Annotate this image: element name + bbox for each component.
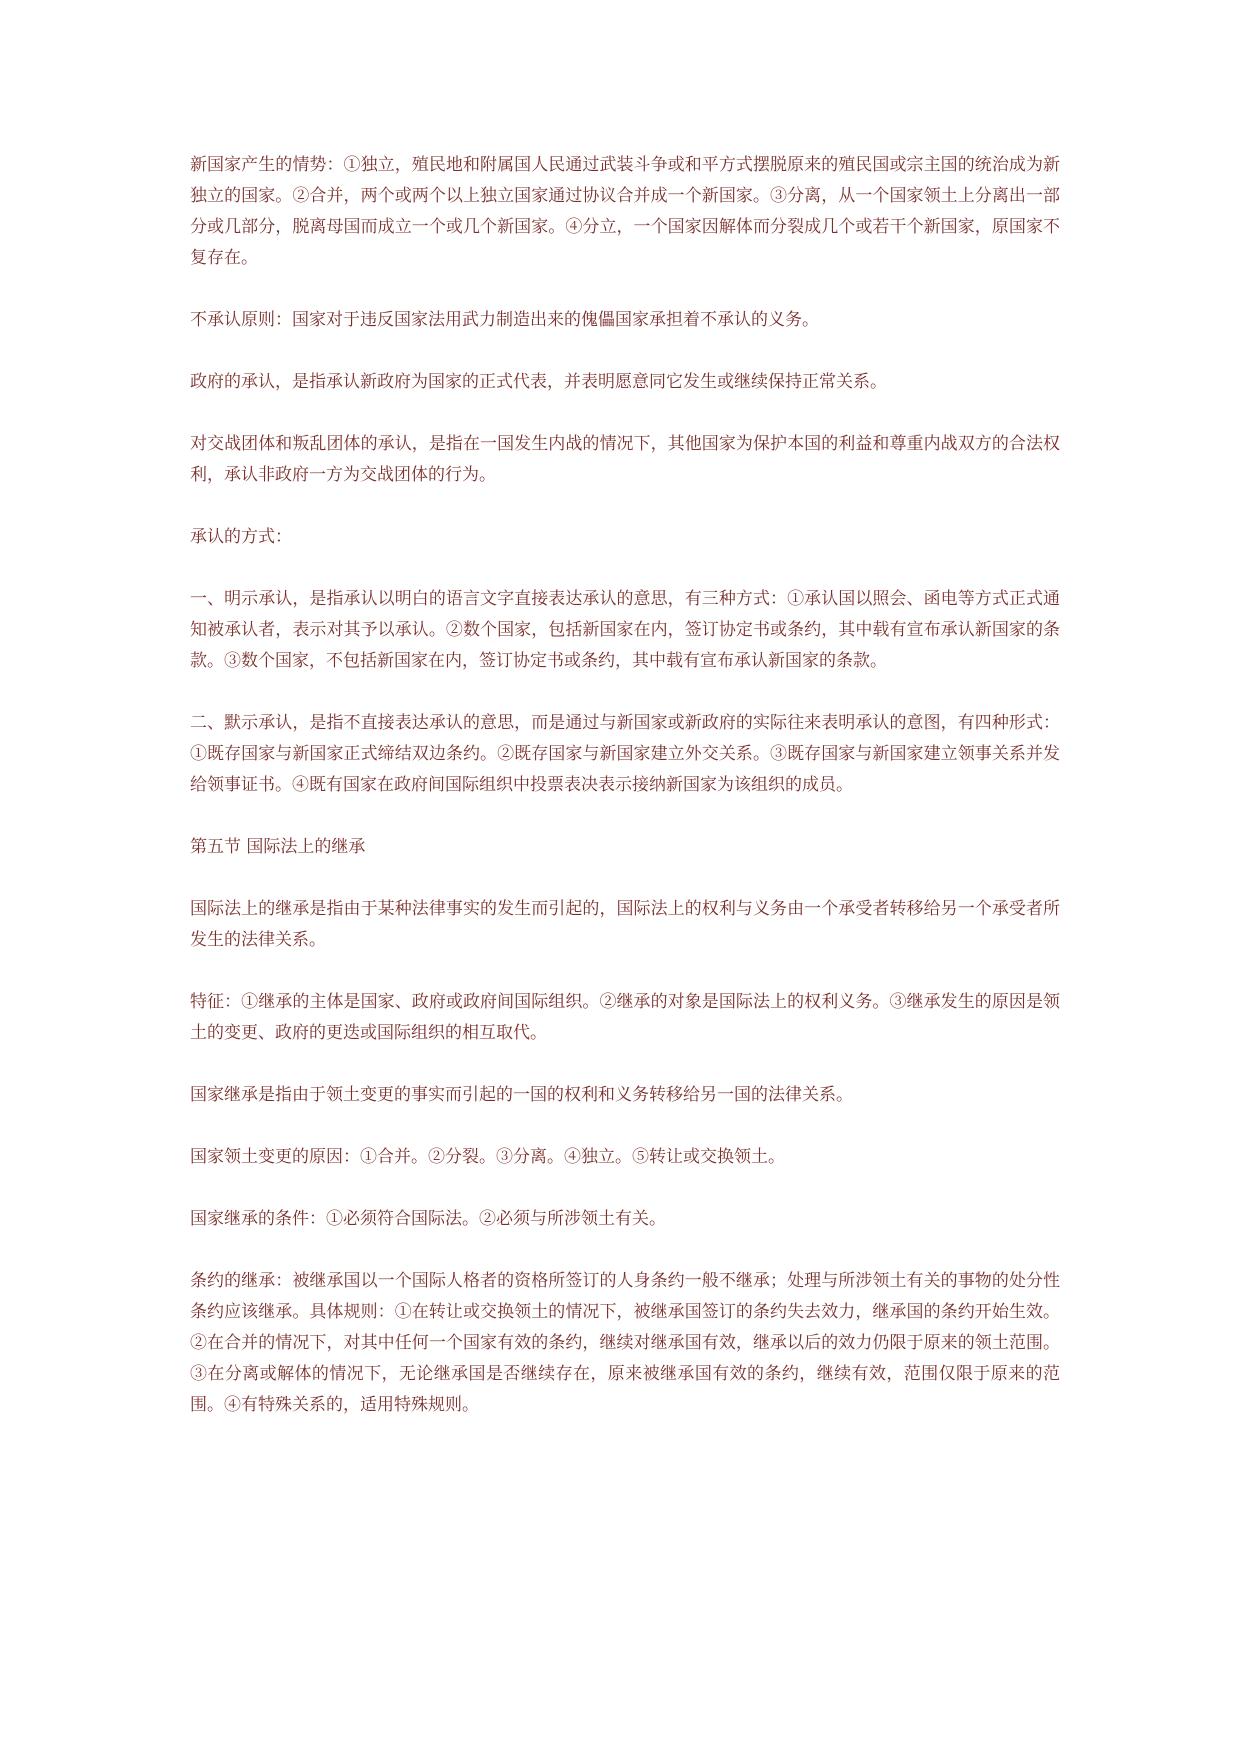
paragraph-implied-recognition: 二、默示承认，是指不直接表达承认的意思，而是通过与新国家或新政府的实际往来表明承认的意图，有四种形式：①既存国家与新国家正式缔结双边条约。②既存国家与新国家建立外交关系。③既存国家与新国家建立领事关系并发给领事证书。④既有国家在政府间国际组织中投票表决表示接纳新国家为该组织的成员。 [190, 713, 1060, 795]
paragraph-treaty-succession: 条约的继承：被继承国以一个国际人格者的资格所签订的人身条约一般不继承；处理与所涉领土有关的事物的处分性条约应该继承。具体规则：①在转让或交换领土的情况下，被继承国签订的条约失去效力，继承国的条约开始生效。②在合并的情况下，对其中任何一个国家有效的条约，继续对继承国有效，继承以后的效力仍限于原来的领土范围。③在分离或解体的情况下，无论继承国是否继续存在，原来被继承国有效的条约，继续有效，范围仅限于原来的范围。④有特殊关系的，适用特殊规则。 [190, 1271, 1060, 1415]
paragraph-recognition-methods-heading: 承认的方式： [190, 527, 292, 547]
paragraph-belligerent-recognition: 对交战团体和叛乱团体的承认，是指在一国发生内战的情况下，其他国家为保护本国的利益和尊重内战双方的合法权利，承认非政府一方为交战团体的行为。 [190, 434, 1060, 485]
paragraph-succession-definition: 国际法上的继承是指由于某种法律事实的发生而引起的，国际法上的权利与义务由一个承受者转移给另一个承受者所发生的法律关系。 [190, 899, 1060, 950]
section-heading-succession: 第五节 国际法上的继承 [190, 837, 366, 857]
paragraph-territory-change-causes: 国家领土变更的原因：①合并。②分裂。③分离。④独立。⑤转让或交换领土。 [190, 1147, 785, 1167]
paragraph-express-recognition: 一、明示承认，是指承认以明白的语言文字直接表达承认的意思，有三种方式：①承认国以照会、函电等方式正式通知被承认者，表示对其予以承认。②数个国家，包括新国家在内，签订协定书或条约，其中载有宣布承认新国家的条款。③数个国家，不包括新国家在内，签订协定书或条约，其中载有宣布承认新国家的条款。 [190, 589, 1060, 671]
paragraph-new-state-emergence: 新国家产生的情势：①独立，殖民地和附属国人民通过武装斗争或和平方式摆脱原来的殖民国或宗主国的统治成为新独立的国家。②合并，两个或两个以上独立国家通过协议合并成一个新国家。③分离，从一个国家领土上分离出一部分或几部分，脱离母国而成立一个或几个新国家。④分立，一个国家因解体而分裂成几个或若干个新国家，原国家不复存在。 [190, 155, 1060, 268]
paragraph-non-recognition-principle: 不承认原则：国家对于违反国家法用武力制造出来的傀儡国家承担着不承认的义务。 [190, 310, 819, 330]
document-body [190, 150, 1060, 1452]
paragraph-state-succession-definition: 国家继承是指由于领土变更的事实而引起的一国的权利和义务转移给另一国的法律关系。 [190, 1085, 853, 1105]
paragraph-government-recognition: 政府的承认，是指承认新政府为国家的正式代表，并表明愿意同它发生或继续保持正常关系。 [190, 372, 887, 392]
paragraph-succession-conditions: 国家继承的条件：①必须符合国际法。②必须与所涉领土有关。 [190, 1209, 666, 1229]
paragraph-succession-features: 特征：①继承的主体是国家、政府或政府间国际组织。②继承的对象是国际法上的权利义务。③继承发生的原因是领土的变更、政府的更迭或国际组织的相互取代。 [190, 992, 1060, 1043]
